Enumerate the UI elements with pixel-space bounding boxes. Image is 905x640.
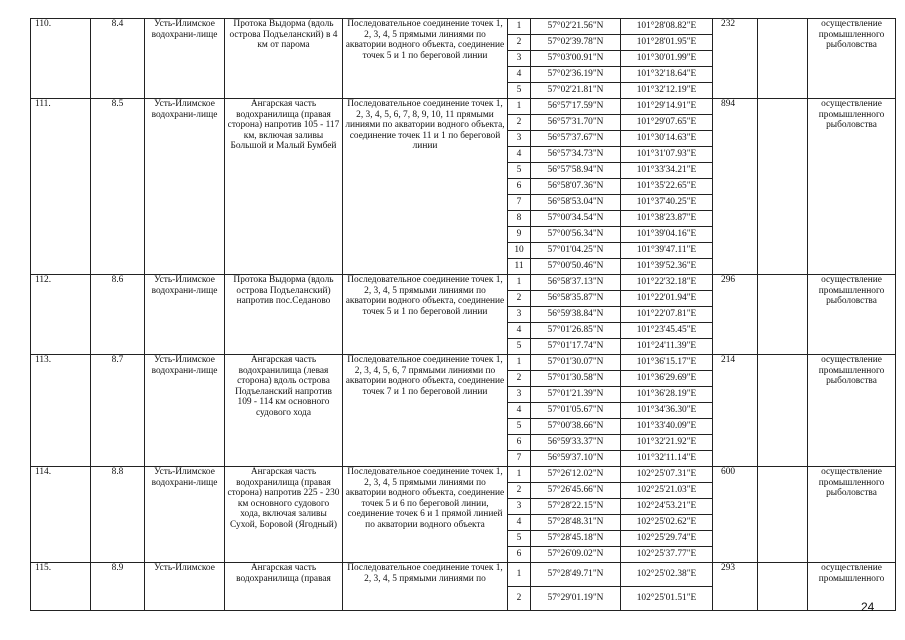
point-latitude: 57°26'45.66"N bbox=[531, 483, 621, 499]
point-longitude: 101°32'12.19"E bbox=[621, 83, 713, 99]
table-row bbox=[31, 355, 896, 371]
point-latitude: 57°26'12.02"N bbox=[531, 467, 621, 483]
point-number: 2 bbox=[508, 371, 531, 387]
point-number: 2 bbox=[508, 35, 531, 51]
point-number: 1 bbox=[508, 467, 531, 483]
point-latitude: 56°58'53.04"N bbox=[531, 195, 621, 211]
connection-description: Последовательное соединение точек 1, 2, 3, 4, 5 прямыми линиями по акватории водного объекта, соединение точек 5 и 6 по береговой линии, соединение точек 6 и 1 прямой линией по акватории водного объекта bbox=[343, 467, 508, 563]
point-latitude: 57°01'05.67"N bbox=[531, 403, 621, 419]
point-latitude: 57°00'34.54"N bbox=[531, 211, 621, 227]
point-longitude: 102°25'01.51"E bbox=[621, 587, 713, 611]
point-latitude: 57°01'04.25"N bbox=[531, 243, 621, 259]
point-latitude: 57°28'49.71"N bbox=[531, 563, 621, 587]
reservoir-name: Усть-Илимское водохрани-лище bbox=[145, 19, 225, 99]
table-row bbox=[31, 99, 896, 115]
point-latitude: 57°28'48.31"N bbox=[531, 515, 621, 531]
section-number: 8.6 bbox=[91, 275, 145, 355]
point-longitude: 101°39'47.11"E bbox=[621, 243, 713, 259]
purpose-description: осуществление промышленного рыболовства bbox=[808, 99, 896, 275]
section-number: 8.9 bbox=[91, 563, 145, 611]
reservoir-name: Усть-Илимское водохрани-лище bbox=[145, 99, 225, 275]
entry-number: 113. bbox=[31, 355, 91, 467]
point-latitude: 56°59'37.10"N bbox=[531, 451, 621, 467]
point-number: 2 bbox=[508, 587, 531, 611]
point-number: 4 bbox=[508, 515, 531, 531]
point-number: 7 bbox=[508, 451, 531, 467]
point-number: 5 bbox=[508, 531, 531, 547]
entry-number: 112. bbox=[31, 275, 91, 355]
point-latitude: 57°01'30.07"N bbox=[531, 355, 621, 371]
area-value: 232 bbox=[713, 19, 758, 99]
point-longitude: 101°32'21.92"E bbox=[621, 435, 713, 451]
point-latitude: 57°01'17.74"N bbox=[531, 339, 621, 355]
point-longitude: 101°29'14.91"E bbox=[621, 99, 713, 115]
point-latitude: 56°57'34.73"N bbox=[531, 147, 621, 163]
entry-number: 111. bbox=[31, 99, 91, 275]
point-longitude: 102°25'07.31"E bbox=[621, 467, 713, 483]
point-longitude: 101°31'07.93"E bbox=[621, 147, 713, 163]
point-number: 1 bbox=[508, 99, 531, 115]
point-number: 11 bbox=[508, 259, 531, 275]
point-latitude: 57°02'36.19"N bbox=[531, 67, 621, 83]
point-longitude: 102°25'29.74"E bbox=[621, 531, 713, 547]
point-number: 5 bbox=[508, 163, 531, 179]
point-longitude: 101°33'34.21"E bbox=[621, 163, 713, 179]
point-longitude: 101°33'40.09"E bbox=[621, 419, 713, 435]
point-number: 4 bbox=[508, 147, 531, 163]
point-longitude: 102°25'02.38"E bbox=[621, 563, 713, 587]
point-latitude: 57°00'56.34"N bbox=[531, 227, 621, 243]
empty-cell bbox=[758, 563, 808, 611]
point-number: 5 bbox=[508, 339, 531, 355]
point-number: 7 bbox=[508, 195, 531, 211]
table-row bbox=[31, 563, 896, 587]
point-longitude: 101°38'23.87"E bbox=[621, 211, 713, 227]
point-number: 6 bbox=[508, 547, 531, 563]
point-longitude: 101°24'11.39"E bbox=[621, 339, 713, 355]
point-longitude: 101°34'36.30"E bbox=[621, 403, 713, 419]
point-latitude: 57°01'21.39"N bbox=[531, 387, 621, 403]
reservoir-name: Усть-Илимское bbox=[145, 563, 225, 611]
entry-number: 115. bbox=[31, 563, 91, 611]
empty-cell bbox=[758, 275, 808, 355]
point-number: 1 bbox=[508, 19, 531, 35]
location-description: Протока Выдорма (вдоль острова Подъеланский) напротив пос.Седаново bbox=[225, 275, 343, 355]
point-number: 4 bbox=[508, 323, 531, 339]
purpose-description: осуществление промышленного рыболовства bbox=[808, 19, 896, 99]
point-number: 10 bbox=[508, 243, 531, 259]
location-description: Ангарская часть водохранилища (правая bbox=[225, 563, 343, 611]
section-number: 8.5 bbox=[91, 99, 145, 275]
point-latitude: 56°57'58.94"N bbox=[531, 163, 621, 179]
connection-description: Последовательное соединение точек 1, 2, 3, 4, 5 прямыми линиями по акватории водного объекта, соединение точек 5 и 1 по береговой линии bbox=[343, 19, 508, 99]
entry-number: 114. bbox=[31, 467, 91, 563]
point-longitude: 102°24'53.21"E bbox=[621, 499, 713, 515]
connection-description: Последовательное соединение точек 1, 2, 3, 4, 5, 6, 7, 8, 9, 10, 11 прямыми линиями по акватории водного объекта, соединение точек 11 и 1 по береговой линии bbox=[343, 99, 508, 275]
entry-number: 110. bbox=[31, 19, 91, 99]
point-number: 2 bbox=[508, 291, 531, 307]
point-number: 2 bbox=[508, 115, 531, 131]
point-number: 1 bbox=[508, 563, 531, 587]
point-latitude: 56°58'35.87"N bbox=[531, 291, 621, 307]
point-longitude: 101°37'40.25"E bbox=[621, 195, 713, 211]
point-number: 3 bbox=[508, 307, 531, 323]
location-description: Ангарская часть водохранилища (правая сторона) напротив 225 - 230 км основного судового хода, включая заливы Сухой, Боровой (Ягодный) bbox=[225, 467, 343, 563]
reservoir-name: Усть-Илимское водохрани-лище bbox=[145, 275, 225, 355]
point-number: 1 bbox=[508, 355, 531, 371]
point-latitude: 57°00'38.66"N bbox=[531, 419, 621, 435]
section-number: 8.4 bbox=[91, 19, 145, 99]
point-number: 3 bbox=[508, 387, 531, 403]
point-latitude: 57°03'00.91"N bbox=[531, 51, 621, 67]
connection-description: Последовательное соединение точек 1, 2, 3, 4, 5 прямыми линиями по bbox=[343, 563, 508, 611]
location-description: Протока Выдорма (вдоль острова Подъеланский) в 4 км от парома bbox=[225, 19, 343, 99]
point-longitude: 102°25'21.03"E bbox=[621, 483, 713, 499]
point-latitude: 56°57'37.67"N bbox=[531, 131, 621, 147]
point-longitude: 101°22'07.81"E bbox=[621, 307, 713, 323]
area-value: 894 bbox=[713, 99, 758, 275]
point-number: 6 bbox=[508, 435, 531, 451]
reservoir-name: Усть-Илимское водохрани-лище bbox=[145, 355, 225, 467]
empty-cell bbox=[758, 467, 808, 563]
point-longitude: 101°39'52.36"E bbox=[621, 259, 713, 275]
point-longitude: 101°28'08.82"E bbox=[621, 19, 713, 35]
purpose-description: осуществление промышленного рыболовства bbox=[808, 467, 896, 563]
reservoir-name: Усть-Илимское водохрани-лище bbox=[145, 467, 225, 563]
point-latitude: 57°28'45.18"N bbox=[531, 531, 621, 547]
point-number: 9 bbox=[508, 227, 531, 243]
point-latitude: 57°02'39.78"N bbox=[531, 35, 621, 51]
location-description: Ангарская часть водохранилища (правая сторона) напротив 105 - 117 км, включая заливы Большой и Малый Бумбей bbox=[225, 99, 343, 275]
empty-cell bbox=[758, 19, 808, 99]
connection-description: Последовательное соединение точек 1, 2, 3, 4, 5, 6, 7 прямыми линиями по акватории водного объекта, соединение точек 7 и 1 по береговой линии bbox=[343, 355, 508, 467]
empty-cell bbox=[758, 355, 808, 467]
page-number: 24 bbox=[861, 600, 875, 614]
point-longitude: 101°36'28.19"E bbox=[621, 387, 713, 403]
point-latitude: 56°57'17.59"N bbox=[531, 99, 621, 115]
point-latitude: 56°59'33.37"N bbox=[531, 435, 621, 451]
point-number: 5 bbox=[508, 83, 531, 99]
point-latitude: 57°26'09.02"N bbox=[531, 547, 621, 563]
area-value: 600 bbox=[713, 467, 758, 563]
point-latitude: 57°02'21.81"N bbox=[531, 83, 621, 99]
point-latitude: 57°29'01.19"N bbox=[531, 587, 621, 611]
point-number: 6 bbox=[508, 179, 531, 195]
point-latitude: 56°58'37.13"N bbox=[531, 275, 621, 291]
empty-cell bbox=[758, 99, 808, 275]
point-latitude: 56°58'07.36"N bbox=[531, 179, 621, 195]
point-latitude: 57°01'26.85"N bbox=[531, 323, 621, 339]
point-longitude: 101°39'04.16"E bbox=[621, 227, 713, 243]
point-number: 4 bbox=[508, 67, 531, 83]
point-longitude: 101°36'15.17"E bbox=[621, 355, 713, 371]
area-value: 214 bbox=[713, 355, 758, 467]
point-number: 5 bbox=[508, 419, 531, 435]
point-number: 1 bbox=[508, 275, 531, 291]
table-row bbox=[31, 19, 896, 35]
purpose-description: осуществление промышленного рыболовства bbox=[808, 355, 896, 467]
point-number: 3 bbox=[508, 499, 531, 515]
location-description: Ангарская часть водохранилища (левая сторона) вдоль острова Подъеланский напротив 109 - 114 км основного судового хода bbox=[225, 355, 343, 467]
point-longitude: 101°30'01.99"E bbox=[621, 51, 713, 67]
purpose-description: осуществление промышленного рыболовства bbox=[808, 275, 896, 355]
point-longitude: 101°22'01.94"E bbox=[621, 291, 713, 307]
point-longitude: 101°32'11.14"E bbox=[621, 451, 713, 467]
point-number: 4 bbox=[508, 403, 531, 419]
connection-description: Последовательное соединение точек 1, 2, 3, 4, 5 прямыми линиями по акватории водного объекта, соединение точек 5 и 1 по береговой линии bbox=[343, 275, 508, 355]
point-longitude: 101°22'32.18"E bbox=[621, 275, 713, 291]
point-longitude: 101°30'14.63"E bbox=[621, 131, 713, 147]
point-longitude: 102°25'02.62"E bbox=[621, 515, 713, 531]
point-number: 3 bbox=[508, 51, 531, 67]
point-latitude: 57°28'22.15"N bbox=[531, 499, 621, 515]
point-number: 3 bbox=[508, 131, 531, 147]
fishing-areas-table bbox=[30, 18, 896, 611]
point-longitude: 101°32'18.64"E bbox=[621, 67, 713, 83]
point-longitude: 101°23'45.45"E bbox=[621, 323, 713, 339]
point-longitude: 102°25'37.77"E bbox=[621, 547, 713, 563]
point-longitude: 101°36'29.69"E bbox=[621, 371, 713, 387]
point-latitude: 57°01'30.58"N bbox=[531, 371, 621, 387]
area-value: 296 bbox=[713, 275, 758, 355]
point-longitude: 101°29'07.65"E bbox=[621, 115, 713, 131]
point-latitude: 57°02'21.56"N bbox=[531, 19, 621, 35]
section-number: 8.7 bbox=[91, 355, 145, 467]
point-longitude: 101°28'01.95"E bbox=[621, 35, 713, 51]
point-number: 8 bbox=[508, 211, 531, 227]
point-latitude: 57°00'50.46"N bbox=[531, 259, 621, 275]
section-number: 8.8 bbox=[91, 467, 145, 563]
area-value: 293 bbox=[713, 563, 758, 611]
table-row bbox=[31, 275, 896, 291]
point-latitude: 56°59'38.84"N bbox=[531, 307, 621, 323]
point-longitude: 101°35'22.65"E bbox=[621, 179, 713, 195]
table-row bbox=[31, 467, 896, 483]
point-number: 2 bbox=[508, 483, 531, 499]
point-latitude: 56°57'31.70"N bbox=[531, 115, 621, 131]
purpose-description: осуществление промышленного bbox=[808, 563, 896, 611]
